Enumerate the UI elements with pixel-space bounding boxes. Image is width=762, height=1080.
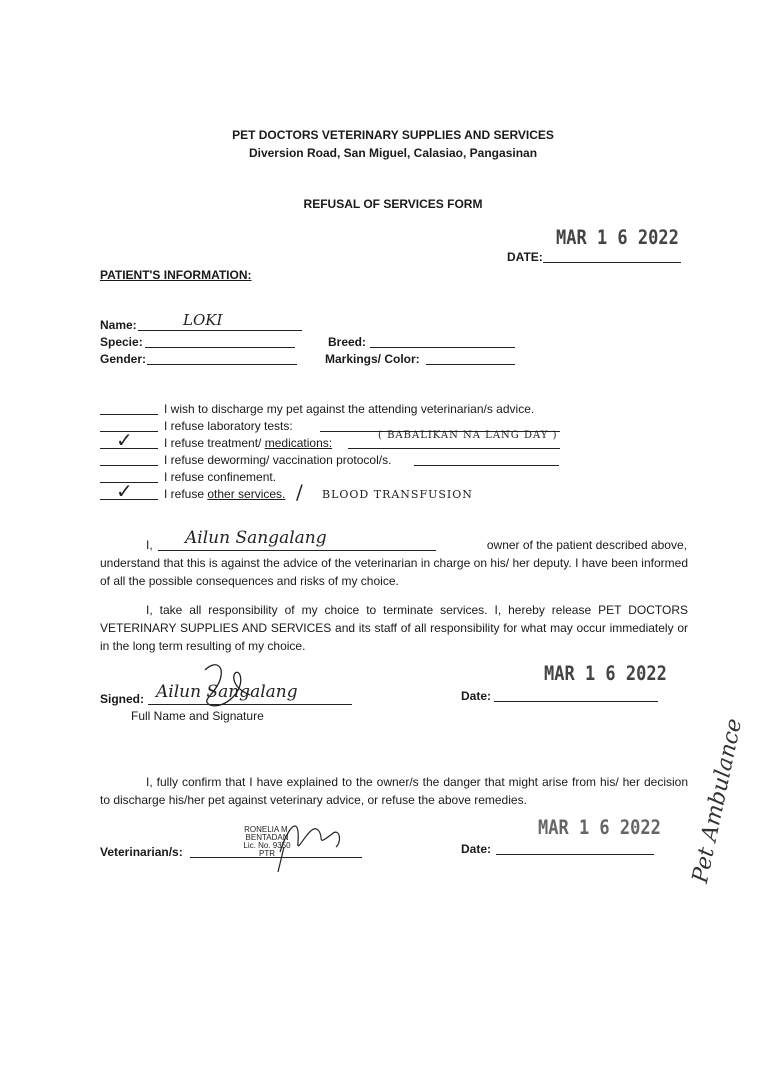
- signed-caption: Full Name and Signature: [131, 709, 264, 723]
- specie-line: [145, 347, 295, 348]
- owner-prefix: I,: [146, 538, 153, 552]
- breed-line: [370, 347, 515, 348]
- option-confinement: I refuse confinement.: [164, 470, 277, 484]
- signature-scribble: [190, 655, 290, 715]
- date-stamp-signed: MAR 1 6 2022: [544, 662, 667, 686]
- markings-line: [426, 364, 515, 365]
- specie-label: Specie:: [100, 335, 143, 349]
- owner-text-2: understand that this is against the advice of the veterinarian in charge on his/ her deputy. I have been informed of all the possible consequences and risks of my choice.: [100, 556, 688, 588]
- owner-signature: Ailun Sangalang: [156, 682, 298, 702]
- date-stamp-top: MAR 1 6 2022: [556, 226, 679, 250]
- confirm-paragraph: I, fully confirm that I have explained to the owner/s the danger that might arise from his/ her decision to discharge his/her pet against veterinary advice, or refuse the above remedies.: [100, 775, 688, 807]
- form-title: REFUSAL OF SERVICES FORM: [303, 197, 483, 211]
- option-deworming: I refuse deworming/ vaccination protocol/s.: [164, 453, 392, 467]
- vet-date-label: Date:: [461, 842, 492, 856]
- check-mark-treatment: ✓: [116, 430, 133, 452]
- owner-name-handwritten: Ailun Sangalang: [185, 528, 327, 548]
- name-label: Name:: [100, 318, 137, 332]
- option-treatment: I refuse treatment/ medications:: [164, 436, 333, 450]
- deworming-line: [414, 465, 559, 466]
- name-value: LOKI: [183, 311, 223, 329]
- patient-section-title: PATIENT'S INFORMATION:: [100, 268, 252, 282]
- date-label-top: DATE:: [507, 250, 543, 264]
- owner-name-line: [158, 550, 436, 551]
- vet-stamp-ptr: PTR: [259, 849, 275, 858]
- option-lab-tests: I refuse laboratory tests:: [164, 419, 293, 433]
- gender-label: Gender:: [100, 352, 147, 366]
- date-line-top: [543, 262, 681, 263]
- option-other-services: I refuse other services.: [164, 487, 286, 501]
- vet-stamp-name: RONELIA M. BENTADAN: [244, 825, 290, 842]
- signed-date-line: [494, 701, 658, 702]
- responsibility-paragraph: I, take all responsibility of my choice to terminate services. I, hereby release PET DOCTORS VETERINARY SUPPLIES AND SERVICES and its staff of all responsibility for what may occur immediately or in the long term resulting of my choice.: [100, 603, 688, 653]
- vet-line: [190, 857, 362, 858]
- vet-date-line: [496, 854, 654, 855]
- margin-note: Pet Ambulance: [688, 716, 748, 886]
- signed-label: Signed:: [100, 692, 144, 706]
- company-name: PET DOCTORS VETERINARY SUPPLIES AND SERVICES: [232, 128, 554, 142]
- treatment-line: [348, 448, 560, 449]
- option-blank-1: [100, 414, 158, 415]
- date-stamp-vet: MAR 1 6 2022: [538, 816, 661, 840]
- markings-label: Markings/ Color:: [325, 352, 420, 366]
- other-services-note: BLOOD TRANSFUSION: [322, 488, 473, 501]
- slash-mark: /: [296, 480, 303, 504]
- name-line: [138, 330, 302, 331]
- vet-label: Veterinarian/s:: [100, 845, 183, 859]
- check-mark-other: ✓: [116, 481, 133, 503]
- treatment-note: ( BABALIKAN NA LANG DAY ): [378, 430, 558, 441]
- breed-label: Breed:: [328, 335, 367, 349]
- signed-date-label: Date:: [461, 689, 492, 703]
- owner-text-1: owner of the patient described above,: [486, 538, 687, 552]
- vet-signature-scribble: [270, 812, 350, 874]
- option-discharge: I wish to discharge my pet against the attending veterinarian/s advice.: [164, 402, 535, 416]
- gender-line: [147, 364, 297, 365]
- option-blank-4: [100, 465, 158, 466]
- vet-stamp-lic: Lic. No. 9350: [243, 841, 291, 850]
- company-address: Diversion Road, San Miguel, Calasiao, Pangasinan: [248, 146, 538, 160]
